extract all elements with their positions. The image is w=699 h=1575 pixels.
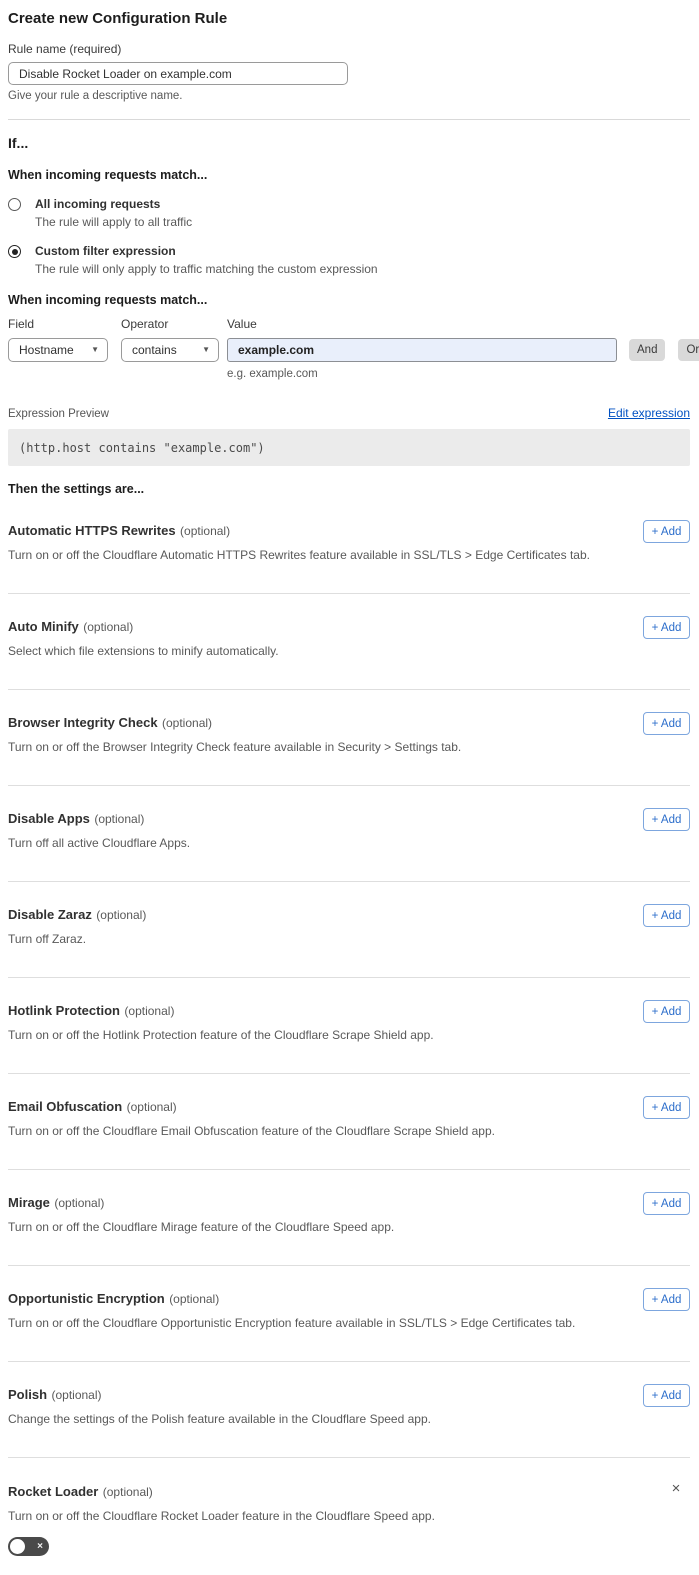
setting-optional-label: (optional) bbox=[51, 1388, 102, 1402]
radio-label: All incoming requests bbox=[35, 197, 161, 211]
chevron-down-icon: ▼ bbox=[202, 345, 210, 354]
settings-list bbox=[8, 498, 690, 1561]
add-setting-button[interactable]: + Add bbox=[643, 1192, 690, 1215]
expression-builder bbox=[8, 317, 699, 380]
setting-optional-label: (optional) bbox=[83, 620, 134, 634]
setting-title: Polish bbox=[8, 1387, 48, 1402]
setting-description: Turn on or off the Cloudflare Mirage feature of the Cloudflare Speed app. bbox=[8, 1220, 395, 1234]
setting-row-browser-integrity-check bbox=[8, 690, 690, 786]
setting-title: Automatic HTTPS Rewrites bbox=[8, 523, 176, 538]
setting-row-hotlink-protection bbox=[8, 978, 690, 1074]
radio-description: The rule will apply to all traffic bbox=[35, 215, 193, 229]
setting-description: Select which file extensions to minify automatically. bbox=[8, 644, 279, 658]
add-setting-button[interactable]: + Add bbox=[643, 904, 690, 927]
setting-row-polish bbox=[8, 1362, 690, 1458]
setting-row-mirage bbox=[8, 1170, 690, 1266]
setting-title: Disable Apps bbox=[8, 811, 90, 826]
operator-select-value: contains bbox=[132, 343, 177, 357]
setting-row-disable-zaraz bbox=[8, 882, 690, 978]
setting-row-rocket-loader bbox=[8, 1458, 690, 1561]
setting-title: Disable Zaraz bbox=[8, 907, 92, 922]
radio-button-icon[interactable] bbox=[8, 245, 21, 258]
field-select[interactable] bbox=[8, 338, 108, 362]
setting-optional-label: (optional) bbox=[126, 1100, 177, 1114]
operator-label: Operator bbox=[121, 317, 169, 331]
add-setting-button[interactable]: + Add bbox=[643, 808, 690, 831]
expression-builder-heading: When incoming requests match... bbox=[8, 293, 208, 307]
setting-optional-label: (optional) bbox=[96, 908, 147, 922]
field-label: Field bbox=[8, 317, 35, 331]
setting-row-automatic-https-rewrites bbox=[8, 498, 690, 594]
add-setting-button[interactable]: + Add bbox=[643, 1000, 690, 1023]
add-setting-button[interactable]: + Add bbox=[643, 712, 690, 735]
setting-optional-label: (optional) bbox=[162, 716, 213, 730]
setting-description: Turn on or off the Cloudflare Automatic HTTPS Rewrites feature available in SSL/TLS > Edge Certificates tab. bbox=[8, 548, 590, 562]
setting-title: Mirage bbox=[8, 1195, 50, 1210]
operator-select[interactable] bbox=[121, 338, 219, 362]
value-helper: e.g. example.com bbox=[227, 368, 318, 380]
add-setting-button[interactable]: + Add bbox=[643, 616, 690, 639]
page-title: Create new Configuration Rule bbox=[8, 10, 228, 27]
setting-title: Opportunistic Encryption bbox=[8, 1291, 165, 1306]
chevron-down-icon: ▼ bbox=[91, 345, 99, 354]
setting-row-disable-apps bbox=[8, 786, 690, 882]
radio-custom-filter-expression[interactable] bbox=[8, 244, 690, 276]
setting-title: Rocket Loader bbox=[8, 1484, 99, 1499]
rocket-loader-toggle[interactable] bbox=[8, 1537, 49, 1556]
value-input[interactable] bbox=[227, 338, 617, 362]
add-setting-button[interactable]: + Add bbox=[643, 1384, 690, 1407]
then-settings-heading: Then the settings are... bbox=[8, 482, 145, 496]
add-setting-button[interactable]: + Add bbox=[643, 1288, 690, 1311]
setting-optional-label: (optional) bbox=[124, 1004, 175, 1018]
section-divider bbox=[8, 119, 690, 120]
request-match-radio-group bbox=[8, 197, 690, 276]
setting-description: Turn on or off the Cloudflare Email Obfuscation feature of the Cloudflare Scrape Shield app. bbox=[8, 1124, 495, 1138]
toggle-knob bbox=[10, 1539, 25, 1554]
rule-name-input[interactable] bbox=[8, 62, 348, 85]
incoming-requests-heading: When incoming requests match... bbox=[8, 168, 208, 182]
expression-preview-code: (http.host contains "example.com") bbox=[8, 429, 690, 466]
if-heading: If... bbox=[8, 135, 29, 151]
radio-button-icon[interactable] bbox=[8, 198, 21, 211]
setting-description: Turn on or off the Cloudflare Rocket Loader feature in the Cloudflare Speed app. bbox=[8, 1509, 435, 1523]
rule-name-helper: Give your rule a descriptive name. bbox=[8, 90, 183, 102]
setting-title: Auto Minify bbox=[8, 619, 79, 634]
add-setting-button[interactable]: + Add bbox=[643, 1096, 690, 1119]
or-button[interactable]: Or bbox=[678, 339, 699, 361]
setting-row-auto-minify bbox=[8, 594, 690, 690]
setting-optional-label: (optional) bbox=[169, 1292, 220, 1306]
add-setting-button[interactable]: + Add bbox=[643, 520, 690, 543]
radio-label: Custom filter expression bbox=[35, 244, 176, 258]
setting-description: Change the settings of the Polish feature available in the Cloudflare Speed app. bbox=[8, 1412, 431, 1426]
setting-optional-label: (optional) bbox=[94, 812, 145, 826]
setting-description: Turn off Zaraz. bbox=[8, 932, 87, 946]
toggle-off-icon: × bbox=[37, 1541, 43, 1552]
setting-title: Browser Integrity Check bbox=[8, 715, 158, 730]
setting-description: Turn on or off the Cloudflare Opportunistic Encryption feature available in SSL/TLS > Edge Certificates tab. bbox=[8, 1316, 576, 1330]
edit-expression-link[interactable]: Edit expression bbox=[607, 406, 690, 420]
and-button[interactable]: And bbox=[629, 339, 665, 361]
rule-name-label: Rule name (required) bbox=[8, 42, 122, 56]
setting-title: Email Obfuscation bbox=[8, 1099, 123, 1114]
setting-description: Turn off all active Cloudflare Apps. bbox=[8, 836, 191, 850]
setting-title: Hotlink Protection bbox=[8, 1003, 120, 1018]
expression-preview-label: Expression Preview bbox=[8, 408, 109, 420]
radio-all-incoming-requests[interactable] bbox=[8, 197, 690, 229]
setting-optional-label: (optional) bbox=[54, 1196, 105, 1210]
value-label: Value bbox=[227, 317, 257, 331]
setting-optional-label: (optional) bbox=[102, 1485, 153, 1499]
setting-description: Turn on or off the Browser Integrity Check feature available in Security > Settings tab. bbox=[8, 740, 462, 754]
setting-row-email-obfuscation bbox=[8, 1074, 690, 1170]
radio-description: The rule will only apply to traffic matching the custom expression bbox=[35, 262, 378, 276]
close-icon[interactable]: × bbox=[671, 1480, 681, 1497]
setting-optional-label: (optional) bbox=[180, 524, 231, 538]
setting-row-opportunistic-encryption bbox=[8, 1266, 690, 1362]
field-select-value: Hostname bbox=[19, 343, 74, 357]
setting-description: Turn on or off the Hotlink Protection feature of the Cloudflare Scrape Shield app. bbox=[8, 1028, 434, 1042]
